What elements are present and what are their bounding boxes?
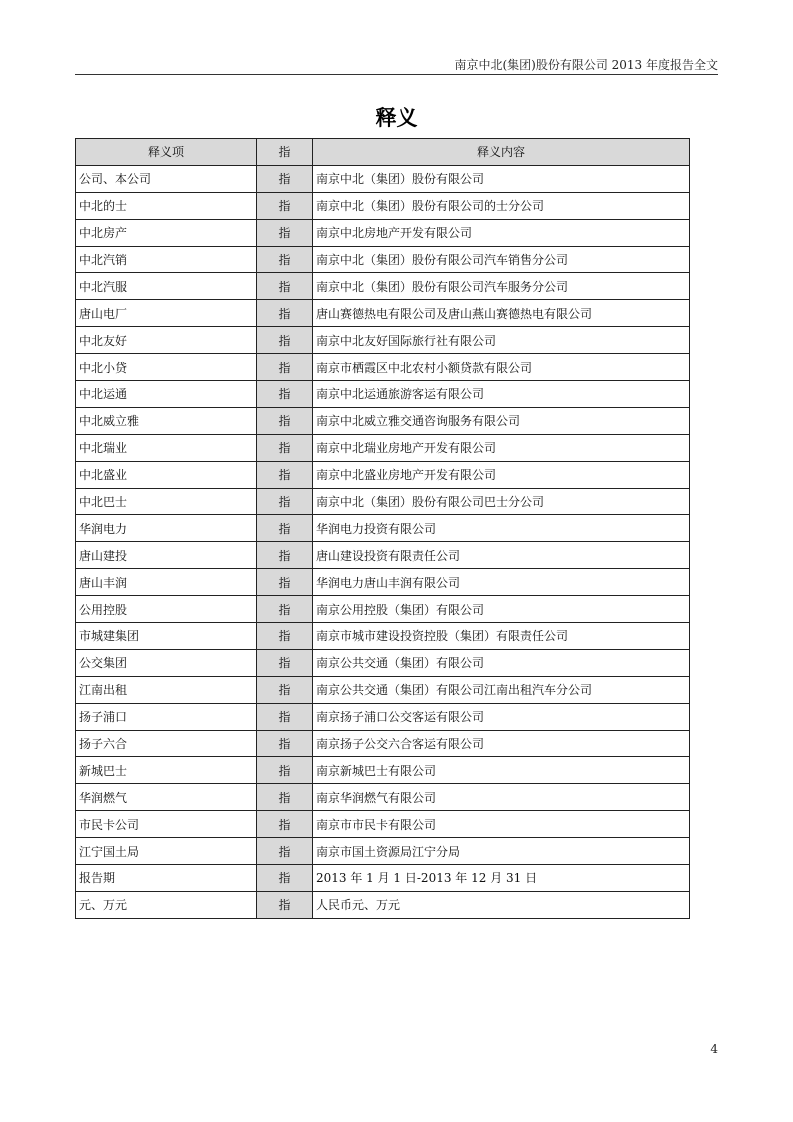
table-row [76, 891, 690, 918]
header-ref: 指 [257, 139, 313, 166]
term-cell: 新城巴士 [76, 757, 257, 784]
table-row [76, 730, 690, 757]
definition-cell: 南京扬子浦口公交客运有限公司 [313, 703, 690, 730]
ref-cell: 指 [257, 569, 313, 596]
ref-cell: 指 [257, 300, 313, 327]
table-row [76, 192, 690, 219]
ref-cell: 指 [257, 891, 313, 918]
term-cell: 中北的士 [76, 192, 257, 219]
definition-cell: 唐山赛德热电有限公司及唐山燕山赛德热电有限公司 [313, 300, 690, 327]
definition-cell: 南京中北（集团）股份有限公司汽车服务分公司 [313, 273, 690, 300]
ref-cell: 指 [257, 219, 313, 246]
table-row [76, 757, 690, 784]
table-row [76, 811, 690, 838]
table-row [76, 165, 690, 192]
ref-cell: 指 [257, 354, 313, 381]
term-cell: 公用控股 [76, 596, 257, 623]
table-row [76, 542, 690, 569]
definition-cell: 南京公用控股（集团）有限公司 [313, 596, 690, 623]
ref-cell: 指 [257, 165, 313, 192]
definition-cell: 南京中北（集团）股份有限公司巴士分公司 [313, 488, 690, 515]
term-cell: 市民卡公司 [76, 811, 257, 838]
definition-cell: 人民币元、万元 [313, 891, 690, 918]
header-term: 释义项 [76, 139, 257, 166]
definition-cell: 华润电力投资有限公司 [313, 515, 690, 542]
term-cell: 中北汽服 [76, 273, 257, 300]
ref-cell: 指 [257, 273, 313, 300]
table-row [76, 784, 690, 811]
ref-cell: 指 [257, 542, 313, 569]
ref-cell: 指 [257, 434, 313, 461]
term-cell: 公司、本公司 [76, 165, 257, 192]
definition-cell: 南京华润燃气有限公司 [313, 784, 690, 811]
table-row [76, 676, 690, 703]
term-cell: 中北盛业 [76, 461, 257, 488]
definition-cell: 南京公共交通（集团）有限公司江南出租汽车分公司 [313, 676, 690, 703]
ref-cell: 指 [257, 649, 313, 676]
definition-cell: 南京市市民卡有限公司 [313, 811, 690, 838]
table-row [76, 703, 690, 730]
term-cell: 扬子六合 [76, 730, 257, 757]
table-row [76, 354, 690, 381]
definition-cell: 南京中北友好国际旅行社有限公司 [313, 327, 690, 354]
term-cell: 元、万元 [76, 891, 257, 918]
table-row [76, 434, 690, 461]
ref-cell: 指 [257, 757, 313, 784]
ref-cell: 指 [257, 461, 313, 488]
definition-cell: 华润电力唐山丰润有限公司 [313, 569, 690, 596]
ref-cell: 指 [257, 811, 313, 838]
term-cell: 市城建集团 [76, 623, 257, 650]
definition-cell: 南京市栖霞区中北农村小额贷款有限公司 [313, 354, 690, 381]
table-header-row [76, 139, 690, 166]
term-cell: 中北巴士 [76, 488, 257, 515]
table-row [76, 488, 690, 515]
table-row [76, 649, 690, 676]
definition-cell: 南京中北瑞业房地产开发有限公司 [313, 434, 690, 461]
definition-cell: 2013 年 1 月 1 日-2013 年 12 月 31 日 [313, 865, 690, 892]
definition-cell: 南京中北盛业房地产开发有限公司 [313, 461, 690, 488]
table-row [76, 569, 690, 596]
definition-cell: 南京中北（集团）股份有限公司的士分公司 [313, 192, 690, 219]
definition-cell: 南京公共交通（集团）有限公司 [313, 649, 690, 676]
definition-cell: 南京中北（集团）股份有限公司 [313, 165, 690, 192]
term-cell: 中北小贷 [76, 354, 257, 381]
definitions-table [75, 138, 690, 919]
ref-cell: 指 [257, 838, 313, 865]
table-row [76, 246, 690, 273]
term-cell: 中北房产 [76, 219, 257, 246]
table-row [76, 381, 690, 408]
table-row [76, 865, 690, 892]
ref-cell: 指 [257, 192, 313, 219]
term-cell: 江南出租 [76, 676, 257, 703]
definition-cell: 南京中北运通旅游客运有限公司 [313, 381, 690, 408]
table-row [76, 515, 690, 542]
ref-cell: 指 [257, 381, 313, 408]
running-header: 南京中北(集团)股份有限公司 2013 年度报告全文 [454, 58, 718, 72]
term-cell: 江宁国土局 [76, 838, 257, 865]
ref-cell: 指 [257, 246, 313, 273]
ref-cell: 指 [257, 676, 313, 703]
table-row [76, 838, 690, 865]
term-cell: 报告期 [76, 865, 257, 892]
term-cell: 唐山丰润 [76, 569, 257, 596]
table-row [76, 623, 690, 650]
header-definition: 释义内容 [313, 139, 690, 166]
ref-cell: 指 [257, 488, 313, 515]
table-row [76, 219, 690, 246]
ref-cell: 指 [257, 596, 313, 623]
ref-cell: 指 [257, 623, 313, 650]
definition-cell: 南京市城市建设投资控股（集团）有限责任公司 [313, 623, 690, 650]
ref-cell: 指 [257, 703, 313, 730]
definition-cell: 南京新城巴士有限公司 [313, 757, 690, 784]
definition-cell: 南京市国土资源局江宁分局 [313, 838, 690, 865]
term-cell: 扬子浦口 [76, 703, 257, 730]
term-cell: 中北威立雅 [76, 407, 257, 434]
term-cell: 华润燃气 [76, 784, 257, 811]
table-row [76, 300, 690, 327]
ref-cell: 指 [257, 730, 313, 757]
header-divider [75, 74, 718, 75]
table-row [76, 407, 690, 434]
table-row [76, 327, 690, 354]
ref-cell: 指 [257, 865, 313, 892]
table-row [76, 273, 690, 300]
term-cell: 唐山电厂 [76, 300, 257, 327]
term-cell: 中北瑞业 [76, 434, 257, 461]
term-cell: 中北友好 [76, 327, 257, 354]
table-row [76, 461, 690, 488]
ref-cell: 指 [257, 407, 313, 434]
term-cell: 中北汽销 [76, 246, 257, 273]
ref-cell: 指 [257, 327, 313, 354]
definition-cell: 唐山建设投资有限责任公司 [313, 542, 690, 569]
term-cell: 公交集团 [76, 649, 257, 676]
definition-cell: 南京扬子公交六合客运有限公司 [313, 730, 690, 757]
definition-cell: 南京中北房地产开发有限公司 [313, 219, 690, 246]
page-title: 释义 [375, 105, 418, 130]
term-cell: 华润电力 [76, 515, 257, 542]
ref-cell: 指 [257, 515, 313, 542]
table-row [76, 596, 690, 623]
term-cell: 唐山建投 [76, 542, 257, 569]
term-cell: 中北运通 [76, 381, 257, 408]
definition-cell: 南京中北威立雅交通咨询服务有限公司 [313, 407, 690, 434]
ref-cell: 指 [257, 784, 313, 811]
page-number: 4 [710, 1042, 718, 1056]
table-body [76, 165, 690, 918]
definition-cell: 南京中北（集团）股份有限公司汽车销售分公司 [313, 246, 690, 273]
